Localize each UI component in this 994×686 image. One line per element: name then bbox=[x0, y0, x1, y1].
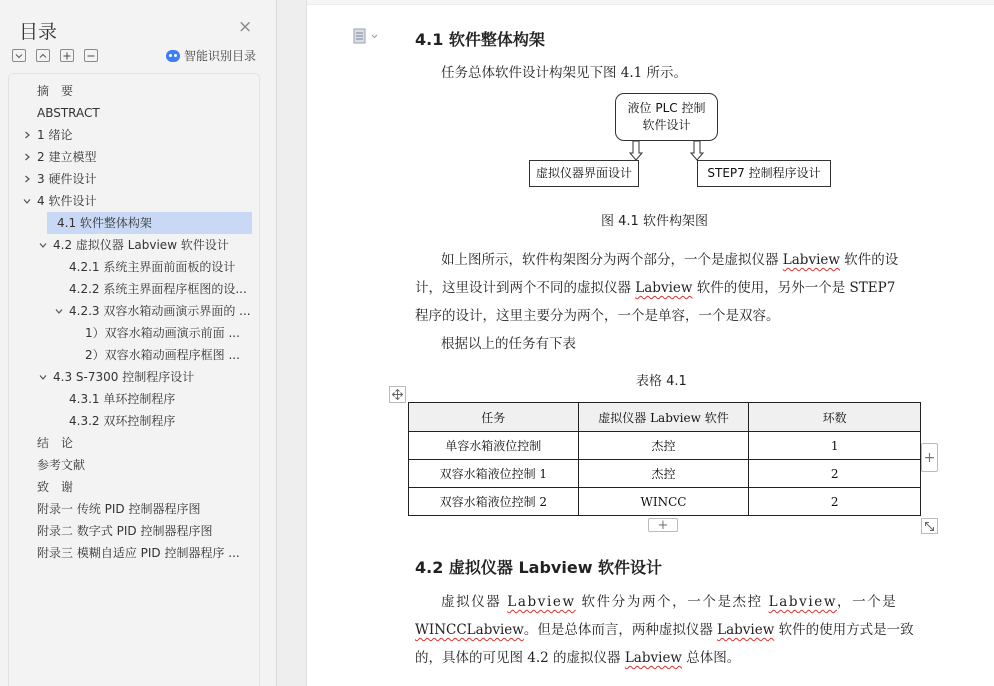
toc-item[interactable] bbox=[9, 344, 259, 366]
toc-item[interactable] bbox=[9, 476, 259, 498]
toc-item[interactable] bbox=[9, 124, 259, 146]
toc-item-label: 4.3 S-7300 控制程序设计 bbox=[53, 370, 195, 384]
toc-item[interactable] bbox=[9, 410, 259, 432]
text-run: 如上图所示，软件构架图分为两个部分，一个是虚拟仪器 bbox=[441, 252, 783, 268]
table-row bbox=[409, 488, 921, 516]
text-run: 软件的使用，另外一个是 STEP7 bbox=[692, 280, 896, 296]
toc-item-label: 4 软件设计 bbox=[37, 194, 97, 208]
toc-item-label: 4.1 软件整体构架 bbox=[57, 216, 152, 230]
smart-toc-label: 智能识别目录 bbox=[184, 49, 257, 63]
table-cell[interactable]: 单容水箱液位控制 bbox=[409, 432, 579, 460]
intro-paragraph: 任务总体软件设计构架见下图 4.1 所示。 bbox=[441, 65, 688, 81]
toc-list bbox=[8, 73, 260, 686]
diagram-node-right: STEP7 控制程序设计 bbox=[697, 160, 831, 187]
toc-item-label: 摘 要 bbox=[37, 84, 74, 98]
paragraph-1-line-3: 程序的设计，这里主要分为两个，一个是单容，一个是双容。 bbox=[415, 308, 780, 324]
add-row-button[interactable]: + bbox=[648, 518, 678, 532]
text-run: 软件的设 bbox=[839, 252, 899, 268]
toc-item[interactable] bbox=[9, 300, 259, 322]
spellcheck-word[interactable]: Labview bbox=[768, 594, 837, 610]
toc-item-label: 1）双容水箱动画演示前面 ... bbox=[85, 326, 240, 340]
expand-up-icon[interactable] bbox=[36, 49, 50, 62]
toc-item[interactable] bbox=[9, 256, 259, 278]
table-header-cell[interactable]: 虚拟仪器 Labview 软件 bbox=[578, 403, 749, 432]
table-header-cell[interactable]: 任务 bbox=[409, 403, 579, 432]
task-table bbox=[408, 402, 921, 516]
toc-item-label: ABSTRACT bbox=[37, 106, 100, 120]
collapse-all-icon[interactable] bbox=[12, 49, 26, 62]
table-cell[interactable]: 杰控 bbox=[578, 432, 749, 460]
chevron-down-icon[interactable] bbox=[21, 190, 33, 212]
toc-item[interactable] bbox=[9, 432, 259, 454]
toc-item[interactable] bbox=[9, 278, 259, 300]
smart-toc-button[interactable] bbox=[166, 47, 256, 64]
toc-item-label: 附录二 数字式 PID 控制器程序图 bbox=[37, 524, 213, 538]
text-run: 。但是总体而言，两种虚拟仪器 bbox=[523, 622, 718, 638]
spellcheck-word[interactable]: Labview bbox=[717, 622, 775, 638]
sidebar-title: 目录 bbox=[19, 21, 58, 43]
table-caption: 表格 4.1 bbox=[636, 374, 687, 389]
paragraph-2: 根据以上的任务有下表 bbox=[441, 336, 576, 352]
text-run: 的，具体的可见图 4.2 的虚拟仪器 bbox=[415, 650, 625, 666]
spellcheck-word[interactable]: Labview bbox=[624, 650, 682, 666]
spellcheck-word[interactable]: Labview bbox=[507, 594, 576, 610]
toc-item-label: 附录三 模糊自适应 PID 控制器程序 ... bbox=[37, 546, 240, 560]
table-cell[interactable]: WINCC bbox=[578, 488, 749, 516]
paragraph-3-line-2 bbox=[415, 618, 914, 638]
chevron-right-icon[interactable] bbox=[21, 124, 33, 146]
diagram-node-top-line1: 液位 PLC 控制 bbox=[627, 101, 706, 115]
smart-toc-icon bbox=[166, 50, 180, 62]
text-run: 软件的使用方式是一致 bbox=[774, 622, 914, 638]
toc-item[interactable] bbox=[9, 146, 259, 168]
toc-item-label: 1 绪论 bbox=[37, 128, 73, 142]
spellcheck-word[interactable]: Labview bbox=[782, 252, 840, 268]
toc-item-label: 4.2 虚拟仪器 Labview 软件设计 bbox=[53, 238, 229, 252]
diagram-node-left: 虚拟仪器界面设计 bbox=[529, 160, 639, 187]
text-run: 软件分为两个，一个是杰控 bbox=[575, 594, 769, 610]
toc-item-label: 参考文献 bbox=[37, 458, 86, 472]
toc-item-label: 2）双容水箱动画程序框图 ... bbox=[85, 348, 240, 362]
diagram-node-top bbox=[615, 93, 718, 141]
toc-item-label: 4.3.1 单环控制程序 bbox=[69, 392, 176, 406]
toc-item[interactable] bbox=[9, 80, 259, 102]
toc-item-label: 4.2.1 系统主界面前面板的设计 bbox=[69, 260, 236, 274]
toc-item[interactable] bbox=[47, 212, 252, 234]
table-cell[interactable]: 2 bbox=[749, 488, 921, 516]
table-cell[interactable]: 2 bbox=[749, 460, 921, 488]
chevron-down-icon[interactable] bbox=[37, 234, 49, 256]
chevron-right-icon[interactable] bbox=[21, 146, 33, 168]
toc-item[interactable] bbox=[9, 542, 259, 564]
paragraph-3-line-1 bbox=[441, 590, 897, 610]
toc-item[interactable] bbox=[9, 168, 259, 190]
text-run: ，一个是 bbox=[837, 594, 898, 610]
toc-item-label: 4.2.3 双容水箱动画演示界面的 ... bbox=[69, 304, 251, 318]
text-run: 虚拟仪器 bbox=[441, 594, 508, 610]
toc-item-label: 结 论 bbox=[37, 436, 74, 450]
toc-item[interactable] bbox=[9, 454, 259, 476]
table-resize-icon[interactable] bbox=[921, 518, 938, 534]
heading-4-2: 4.2 虚拟仪器 Labview 软件设计 bbox=[415, 558, 663, 577]
chevron-down-icon[interactable] bbox=[53, 300, 65, 322]
paragraph-1-line-2 bbox=[415, 276, 895, 296]
spellcheck-word[interactable]: Labview bbox=[635, 280, 693, 296]
toc-toolbar bbox=[12, 49, 98, 63]
toc-item[interactable] bbox=[9, 366, 259, 388]
table-move-handle-icon[interactable] bbox=[389, 386, 406, 403]
table-row bbox=[409, 432, 921, 460]
toc-item[interactable] bbox=[9, 322, 259, 344]
document-style-icon[interactable] bbox=[353, 28, 383, 44]
toc-item[interactable] bbox=[9, 388, 259, 410]
text-run: 总体图。 bbox=[682, 650, 741, 666]
chevron-right-icon[interactable] bbox=[21, 168, 33, 190]
table-header-row bbox=[409, 403, 921, 432]
add-heading-icon[interactable] bbox=[60, 49, 74, 62]
text-run: 计，这里设计到两个不同的虚拟仪器 bbox=[415, 280, 636, 296]
toc-item-label: 4.2.2 系统主界面程序框图的设... bbox=[69, 282, 247, 296]
toc-item[interactable] bbox=[9, 102, 259, 124]
toc-item[interactable] bbox=[9, 498, 259, 520]
table-cell[interactable]: 杰控 bbox=[578, 460, 749, 488]
pane-divider[interactable] bbox=[276, 0, 277, 686]
toc-item[interactable] bbox=[9, 190, 259, 212]
figure-caption: 图 4.1 软件构架图 bbox=[601, 214, 708, 229]
diagram-node-top-line2: 软件设计 bbox=[642, 118, 691, 132]
paragraph-3-line-3 bbox=[415, 646, 740, 666]
toc-item-label: 2 建立模型 bbox=[37, 150, 97, 164]
spellcheck-word[interactable]: WINCCLabview bbox=[415, 622, 524, 638]
toc-item-label: 4.3.2 双环控制程序 bbox=[69, 414, 176, 428]
add-column-button[interactable]: + bbox=[921, 443, 938, 472]
close-icon[interactable]: × bbox=[238, 17, 253, 37]
table-row bbox=[409, 460, 921, 488]
table-cell[interactable]: 双容水箱液位控制 1 bbox=[409, 460, 579, 488]
chevron-down-icon[interactable] bbox=[37, 366, 49, 388]
toc-item-label: 附录一 传统 PID 控制器程序图 bbox=[37, 502, 201, 516]
heading-4-1: 4.1 软件整体构架 bbox=[415, 30, 545, 49]
page-top-edge bbox=[307, 0, 994, 5]
toc-item[interactable] bbox=[9, 520, 259, 542]
toc-item-label: 3 硬件设计 bbox=[37, 172, 97, 186]
remove-heading-icon[interactable] bbox=[84, 49, 98, 62]
toc-sidebar bbox=[0, 0, 276, 686]
toc-item-label: 致 谢 bbox=[37, 480, 74, 494]
software-architecture-diagram bbox=[527, 93, 837, 193]
table-cell[interactable]: 1 bbox=[749, 432, 921, 460]
toc-item[interactable] bbox=[9, 234, 259, 256]
paragraph-1-line-1 bbox=[441, 248, 898, 268]
table-cell[interactable]: 双容水箱液位控制 2 bbox=[409, 488, 579, 516]
document-page bbox=[306, 0, 994, 686]
table-header-cell[interactable]: 环数 bbox=[749, 403, 921, 432]
